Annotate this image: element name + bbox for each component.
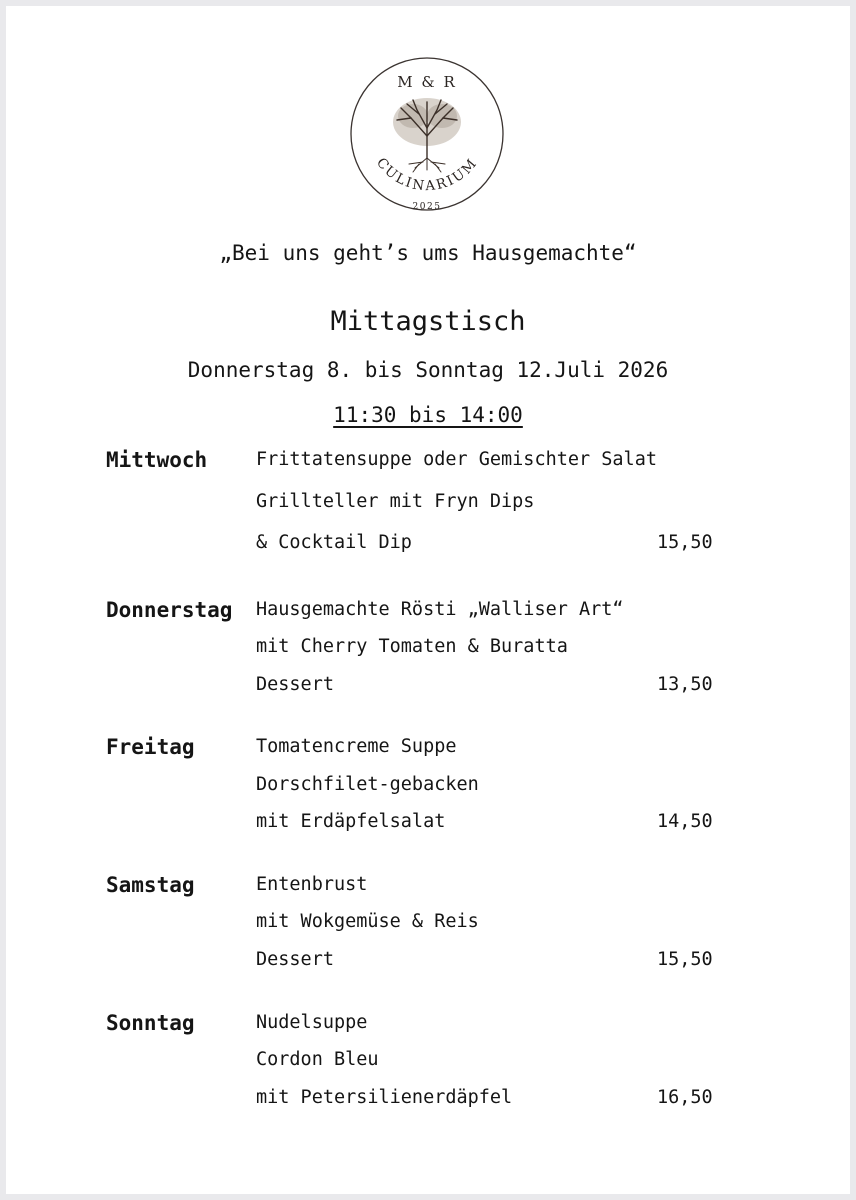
menu-line: Frittatensuppe oder Gemischter Salat xyxy=(256,449,657,470)
menu-line: & Cocktail Dip xyxy=(256,532,412,553)
price: 15,50 xyxy=(657,949,713,970)
day-label: Samstag xyxy=(106,873,195,897)
logo-initials: M & R xyxy=(397,73,457,91)
day-label: Freitag xyxy=(106,735,195,759)
price: 16,50 xyxy=(657,1087,713,1108)
logo-year: 2025 xyxy=(412,202,442,212)
price: 14,50 xyxy=(657,811,713,832)
menu-line: mit Petersilienerdäpfel xyxy=(256,1087,513,1108)
menu-line: Grillteller mit Fryn Dips xyxy=(256,491,535,512)
menu-line: Tomatencreme Suppe xyxy=(256,736,457,757)
logo-name: CULINARIUM xyxy=(372,154,482,195)
menu-line: Nudelsuppe xyxy=(256,1012,368,1033)
tagline: „Bei uns geht’s ums Hausgemachte“ xyxy=(219,241,637,265)
menu-line: Entenbrust xyxy=(256,874,368,895)
date-range: Donnerstag 8. bis Sonntag 12.Juli 2026 xyxy=(187,358,669,382)
price: 15,50 xyxy=(657,532,713,553)
menu-line: Dessert xyxy=(256,674,334,695)
culinarium-logo xyxy=(347,54,507,214)
page-title: Mittagstisch xyxy=(330,306,526,337)
menu-line: Hausgemachte Rösti „Walliser Art“ xyxy=(256,599,624,620)
day-label: Donnerstag xyxy=(106,598,233,622)
menu-line: Dorschfilet-gebacken xyxy=(256,774,479,795)
menu-line: Cordon Bleu xyxy=(256,1049,379,1070)
menu-line: mit Erdäpfelsalat xyxy=(256,811,446,832)
price: 13,50 xyxy=(657,674,713,695)
opening-hours: 11:30 bis 14:00 xyxy=(333,403,523,427)
day-label: Mittwoch xyxy=(106,448,208,472)
menu-line: mit Wokgemüse & Reis xyxy=(256,911,479,932)
day-label: Sonntag xyxy=(106,1011,195,1035)
tree-icon xyxy=(393,98,461,172)
menu-line: mit Cherry Tomaten & Buratta xyxy=(256,636,568,657)
menu-line: Dessert xyxy=(256,949,334,970)
menu-page xyxy=(6,6,850,1194)
